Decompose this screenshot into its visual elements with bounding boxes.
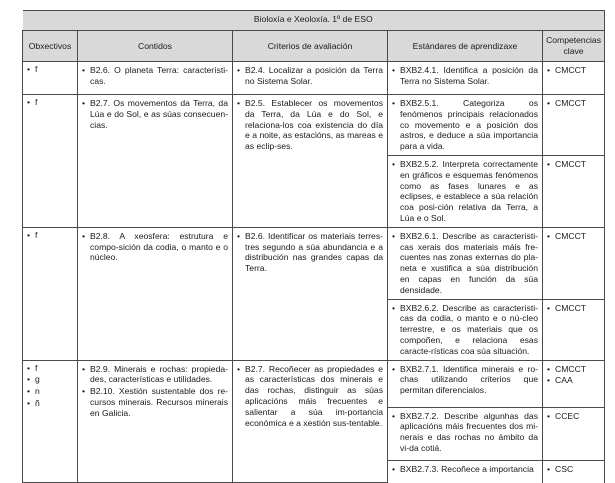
standard-cell: [388, 95, 543, 156]
objectives-cell: [23, 62, 78, 95]
objective-item: [27, 64, 73, 75]
competence-item-text: CMCCT: [555, 230, 587, 241]
standard-item-text: BXB2.5.2. Interpreta correctamente en gráficos e esquemas fenómenos como as fases lunares e as eclipses, e establece a súa relación coa posi-ción relativa da Terra, a Lúa e o Sol.: [400, 158, 538, 223]
bullet-mark: •: [27, 229, 31, 240]
content-item: [82, 386, 228, 418]
competences-cell: [543, 227, 605, 299]
objective-item-text: f: [35, 229, 38, 240]
content-item: [82, 364, 228, 386]
standard-item-text: BXB2.6.1. Describe as característi-cas xerais dos materiais máis fre-cuentes nas zonas externas do pla-neta e xustifica a súa distribución en capas en función da súa densidade.: [400, 230, 538, 295]
competence-item-text: CSC: [555, 463, 574, 474]
table-header-row: [23, 31, 605, 62]
competences-cell: [543, 460, 605, 483]
bullet-mark: •: [82, 98, 86, 108]
standard-cell: [388, 360, 543, 407]
contents-cell: [78, 360, 233, 483]
criterion-item-text: B2.6. Identificar os materiais terres-tres segundo a súa abundancia e a distribución nas grandes capas da Terra.: [245, 230, 383, 274]
bullet-mark: •: [392, 98, 396, 108]
competence-item: [547, 98, 600, 109]
table-row: [23, 62, 605, 95]
competences-cell: [543, 299, 605, 360]
table-row: [23, 227, 605, 299]
competence-item-text: CMCCT: [555, 65, 587, 75]
standard-cell: [388, 62, 543, 95]
bullet-mark: •: [237, 230, 241, 241]
standard-item-text: BXB2.7.2. Describe algunhas das aplicacións máis frecuentes dos mi-nerais e das rochas no ámbito da vi-da cotiá.: [400, 410, 538, 453]
competences-cell: [543, 62, 605, 95]
table-title: Bioloxía e Xeoloxía. 1º de ESO: [23, 11, 605, 31]
bullet-mark: •: [547, 410, 551, 421]
bullet-mark: •: [547, 230, 551, 241]
competence-item-text: CMCCT: [555, 98, 587, 108]
bullet-mark: •: [27, 386, 31, 397]
standard-item-text: BXB2.5.1. Categoriza os fenómenos principais relacionados co movemento e a posición dos astros, e deduce a súa importancia para a vida.: [400, 98, 538, 152]
standard-item-text: BXB2.4.1. Identifica a posición da Terra no Sistema Solar.: [400, 65, 538, 86]
competences-cell: [543, 155, 605, 227]
bullet-mark: •: [392, 302, 396, 313]
standard-item: [392, 231, 538, 296]
content-item: [82, 231, 228, 263]
criteria-cell: [233, 62, 388, 95]
header-criteria: Criterios de avaliación: [233, 31, 388, 62]
bullet-mark: •: [82, 363, 86, 374]
bullet-mark: •: [237, 363, 241, 374]
bullet-mark: •: [27, 397, 31, 408]
criterion-item-text: B2.5. Establecer os movementos da Terra, da Lúa e do Sol, e relaciona-los coa existencia do día e a noite, as estacións, as mareas e as eclip-ses.: [245, 98, 383, 152]
objectives-cell: [23, 227, 78, 360]
bullet-mark: •: [237, 98, 241, 108]
objective-item: [27, 386, 73, 397]
standard-item-text: BXB2.7.1. Identifica minerais e ro-chas utilizando criterios que permitan diferencialos.: [400, 363, 538, 396]
criterion-item: [237, 98, 383, 152]
header-objectives: Obxectivos: [23, 31, 78, 62]
criteria-cell: [233, 360, 388, 483]
criterion-item-text: B2.4. Localizar a posición da Terra no Sistema Solar.: [245, 65, 383, 86]
competence-item: [547, 364, 600, 375]
bullet-mark: •: [547, 463, 551, 474]
standard-item: [392, 65, 538, 87]
objective-item: [27, 398, 73, 409]
objective-item: [27, 363, 73, 374]
bullet-mark: •: [82, 230, 86, 241]
bullet-mark: •: [82, 65, 86, 75]
competence-item: [547, 464, 600, 475]
competence-item: [547, 375, 600, 386]
bullet-mark: •: [392, 463, 396, 474]
standard-cell: [388, 155, 543, 227]
competence-item-text: CCEC: [555, 410, 580, 421]
criterion-item: [237, 364, 383, 429]
competence-item: [547, 65, 600, 76]
bullet-mark: •: [547, 65, 551, 75]
objective-item-text: f: [35, 97, 38, 107]
contents-cell: [78, 227, 233, 360]
bullet-mark: •: [392, 158, 396, 169]
objective-item-text: f: [35, 64, 38, 74]
content-item: [82, 65, 228, 87]
header-contents: Contidos: [78, 31, 233, 62]
competence-item-text: CMCCT: [555, 363, 587, 374]
objective-item-text: n: [35, 386, 40, 397]
bullet-mark: •: [237, 65, 241, 75]
bullet-mark: •: [547, 375, 551, 386]
content-item: [82, 98, 228, 130]
objectives-cell: [23, 95, 78, 228]
competence-item: [547, 303, 600, 314]
competence-item: [547, 411, 600, 422]
content-item-text: B2.10. Xestión sustentable dos re-cursos minerais. Recursos minerais en Galicia.: [90, 386, 228, 418]
standard-item: [392, 98, 538, 152]
content-item-text: B2.9. Minerais e rochas: propieda-des, características e utilidades.: [90, 363, 228, 385]
objective-item: [27, 97, 73, 108]
standard-cell: [388, 299, 543, 360]
criterion-item: [237, 231, 383, 274]
objectives-cell: [23, 360, 78, 483]
table-title-row: [23, 11, 605, 31]
bullet-mark: •: [27, 64, 31, 74]
curriculum-table: [22, 10, 605, 483]
criterion-item: [237, 65, 383, 87]
competence-item: [547, 231, 600, 242]
criterion-item-text: B2.7. Recoñecer as propiedades e as características dos minerais e das rochas, distinguir as súas aplicacións máis frecuentes e salientar a súa im-portancia económica e a xestión sus-tentable.: [245, 363, 383, 428]
header-competences: Competencias clave: [543, 31, 605, 62]
objective-item-text: g: [35, 374, 40, 385]
bullet-mark: •: [27, 374, 31, 385]
bullet-mark: •: [547, 158, 551, 169]
standard-cell: [388, 227, 543, 299]
objective-item-text: ñ: [35, 397, 40, 408]
competence-item: [547, 159, 600, 170]
standard-item: [392, 411, 538, 454]
competence-item-text: CAA: [555, 375, 573, 386]
table-row: [23, 95, 605, 156]
content-item-text: B2.8. A xeosfera: estrutura e compo-sición da codia, o manto e o núcleo.: [90, 230, 228, 263]
competence-item-text: CMCCT: [555, 302, 587, 313]
bullet-mark: •: [27, 97, 31, 107]
header-standards: Estándares de aprendizaxe: [388, 31, 543, 62]
competences-cell: [543, 360, 605, 407]
bullet-mark: •: [82, 386, 86, 397]
competence-item-text: CMCCT: [555, 158, 587, 169]
bullet-mark: •: [392, 410, 396, 421]
standard-item: [392, 303, 538, 357]
objective-item: [27, 230, 73, 241]
bullet-mark: •: [547, 363, 551, 374]
standard-item: [392, 159, 538, 224]
competences-cell: [543, 95, 605, 156]
curriculum-page: [22, 10, 604, 474]
content-item-text: B2.6. O planeta Terra: característi-cas.: [90, 65, 228, 86]
criteria-cell: [233, 95, 388, 228]
standard-cell: [388, 407, 543, 460]
standard-item-text: BXB2.6.2. Describe as característi-cas da codia, o manto e o nú-cleo terrestre, e os materiais que os compoñen, e relaciona esas caracte-rísticas coa súa situación.: [400, 302, 538, 356]
standard-item-text: BXB2.7.3. Recoñece a importancia: [400, 463, 534, 474]
table-row: [23, 360, 605, 407]
bullet-mark: •: [27, 362, 31, 373]
bullet-mark: •: [392, 230, 396, 241]
contents-cell: [78, 62, 233, 95]
standard-item: [392, 464, 538, 475]
contents-cell: [78, 95, 233, 228]
bullet-mark: •: [547, 302, 551, 313]
bullet-mark: •: [547, 98, 551, 108]
bullet-mark: •: [392, 65, 396, 75]
competences-cell: [543, 407, 605, 460]
standard-cell: [388, 460, 543, 483]
bullet-mark: •: [392, 363, 396, 374]
criteria-cell: [233, 227, 388, 360]
content-item-text: B2.7. Os movementos da Terra, da Lúa e do Sol, e as súas consecuen-cias.: [90, 98, 228, 130]
objective-item: [27, 374, 73, 385]
objective-item-text: f: [35, 362, 38, 373]
standard-item: [392, 364, 538, 396]
